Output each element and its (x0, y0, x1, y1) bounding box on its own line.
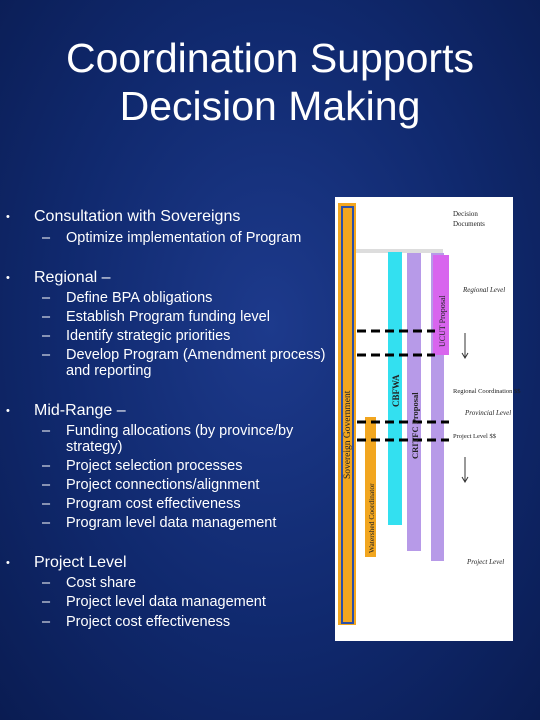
label-regional: Regional Level (463, 286, 506, 294)
coordination-diagram (335, 197, 521, 641)
diagram-svg (335, 197, 521, 641)
label-regional-coord: Regional Coordination $$ (453, 388, 521, 395)
label-decision-1: Decision (453, 210, 478, 218)
label-project-level-ss: Project Level $$ (453, 433, 496, 440)
label-provincial: Provincial Level (465, 409, 512, 417)
label-ucut: UCUT Proposal (438, 295, 447, 347)
title-line-1: Coordination Supports (66, 35, 474, 81)
label-critfc: CRITFC Proposal (410, 392, 420, 459)
label-cbfwa: CBFWA (391, 374, 401, 407)
bullet-label: Regional – (34, 269, 111, 286)
bullet-label: Mid-Range – (34, 402, 126, 419)
label-watershed: Watershed Coordinator (367, 483, 376, 553)
bullet-list: • Consultation with Sovereigns – Optimize implementation of Program • Regional – – Define BPA obligations – Establish Program funding level – Identify strategic priorities – Develop Program (Amendment process) and reporting • Mid-Range – – Funding allocations (by province/by strategy) – Project selection processes – Project connections/alignment – Program cost effectiveness – Program level data management • Project Level – Cost share – Project level data management – Project cost effectiveness (6, 208, 326, 630)
label-sovereign: Sovereign Government (343, 390, 353, 479)
bullet-label: Project Level (34, 554, 127, 571)
label-project: Project Level (467, 558, 505, 566)
bullet-marker: • (6, 557, 10, 569)
bullet-marker: • (6, 272, 10, 284)
title-line-2: Decision Making (119, 83, 421, 129)
bullet-marker: • (6, 405, 10, 417)
bullet-marker: • (6, 211, 10, 223)
bullet-label: Consultation with Sovereigns (34, 208, 241, 225)
label-decision-2: Documents (453, 220, 485, 228)
